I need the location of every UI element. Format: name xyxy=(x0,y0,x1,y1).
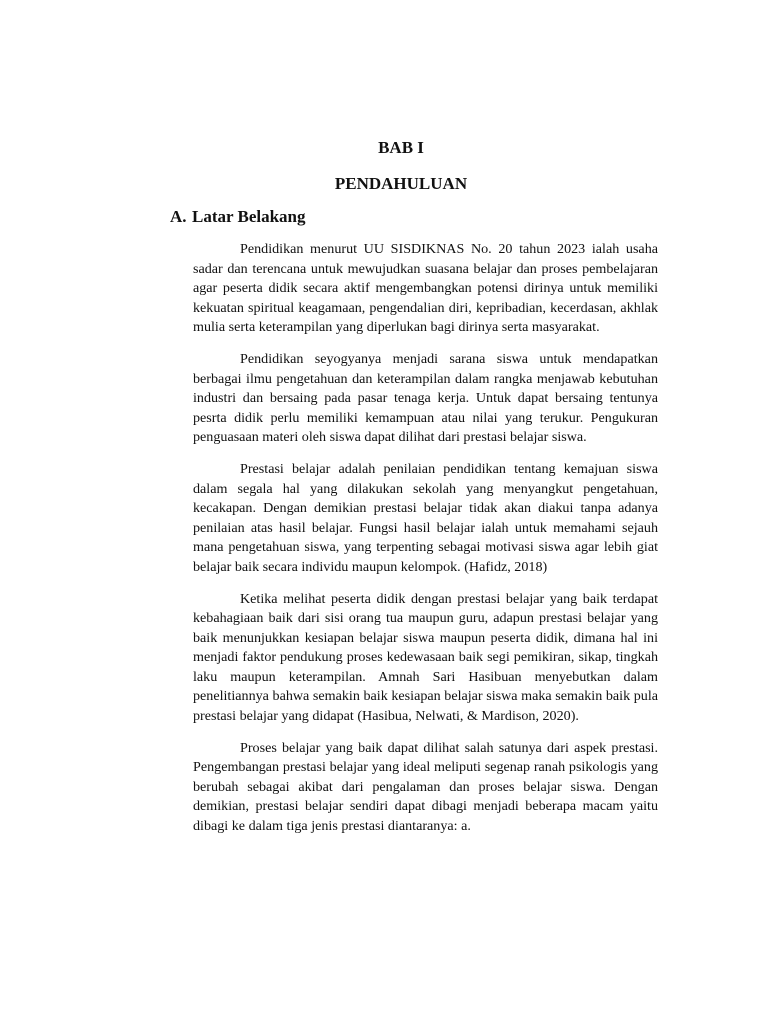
paragraph: Ketika melihat peserta didik dengan prestasi belajar yang baik terdapat kebahagiaan baik dari sisi orang tua maupun guru, adapun prestasi belajar yang baik menunjukkan kesiapan belajar siswa maupun peserta didik, dimana hal ini menjadi faktor pendukung proses kedewasaan baik segi pemikiran, sikap, tingkah laku maupun keterampilan. Amnah Sari Hasibuan menyebutkan dalam penelitiannya bahwa semakin baik kesiapan belajar siswa maka semakin baik pula prestasi belajar yang didapat (Hasibua, Nelwati, & Mardison, 2020). xyxy=(193,590,658,725)
section-heading xyxy=(170,206,306,228)
section-title: Latar Belakang xyxy=(192,207,306,226)
paragraph: Prestasi belajar adalah penilaian pendidikan tentang kemajuan siswa dalam segala hal yang dilakukan sekolah yang menyangkut pengetahuan, kecakapan. Dengan demikian prestasi belajar tidak akan diakui tanpa adanya penilaian atas hasil belajar. Fungsi hasil belajar ialah untuk memahami sejauh mana pengetahuan siswa, yang terpenting sebagai motivasi siswa agar lebih giat belajar baik secara individu maupun kelompok. (Hafidz, 2018) xyxy=(193,460,658,575)
paragraph: Pendidikan menurut UU SISDIKNAS No. 20 tahun 2023 ialah usaha sadar dan terencana untuk mewujudkan suasana belajar dan proses pembelajaran agar peserta didik secara aktif mengembangkan potensi dirinya untuk memiliki kekuatan spiritual keagamaan, pengendalian diri, kepribadian, kecerdasan, akhlak mulia serta keterampilan yang diperlukan bagi dirinya serta masyarakat. xyxy=(193,241,658,336)
chapter-number: BAB I xyxy=(378,138,424,157)
section-marker: A. xyxy=(170,207,187,226)
chapter-title: PENDAHULUAN xyxy=(334,174,468,193)
paragraph: Pendidikan seyogyanya menjadi sarana siswa untuk mendapatkan berbagai ilmu pengetahuan dan keterampilan dalam rangka menjawab kebutuhan industri dan bersaing pada pasar tenaga kerja. Untuk dapat bersaing tentunya pesrta didik perlu memiliki kemampuan atau nilai yang terukur. Pengukuran penguasaan materi oleh siswa dapat dilihat dari prestasi belajar siswa. xyxy=(193,350,658,446)
body-text xyxy=(193,240,658,849)
paragraph: Proses belajar yang baik dapat dilihat salah satunya dari aspek prestasi. Pengembangan prestasi belajar yang ideal meliputi segenap ranah psikologis yang berubah sebagai akibat dari pengalaman dan proses belajar siswa. Dengan demikian, prestasi belajar sendiri dapat dibagi menjadi beberapa macam yaitu dibagi ke dalam tiga jenis prestasi diantaranya: a. xyxy=(193,739,658,835)
